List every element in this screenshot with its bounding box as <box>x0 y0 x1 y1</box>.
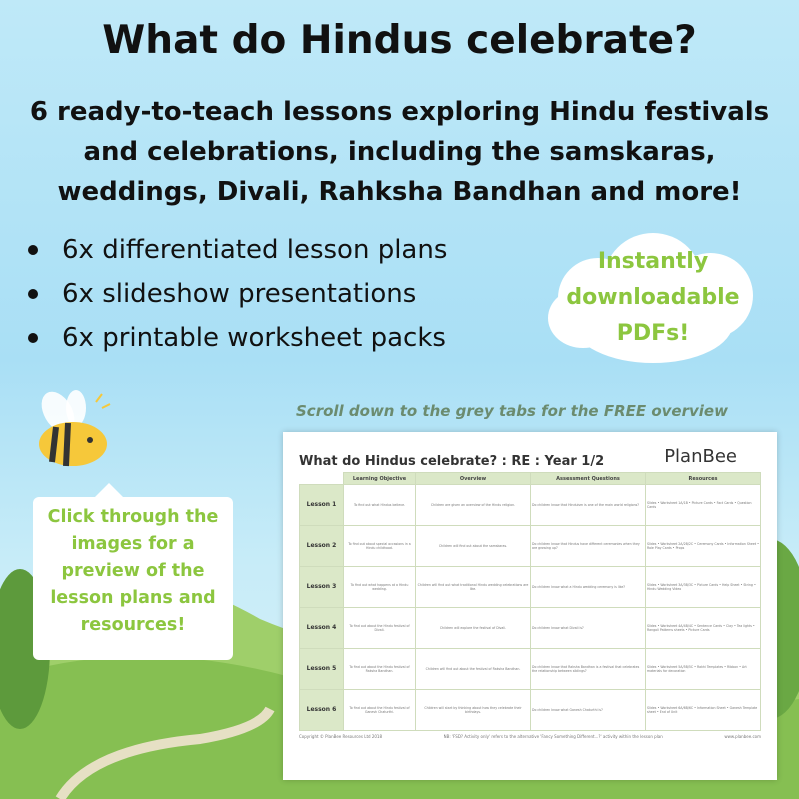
feature-list <box>28 228 447 360</box>
bullet-icon <box>28 289 38 299</box>
feature-label: 6x slideshow presentations <box>62 279 417 309</box>
subtitle-line: weddings, Divali, Rahksha Bandhan and more! <box>57 177 742 207</box>
cell-lesson: Lesson 2 <box>300 526 344 567</box>
cell-resources: Slides • Worksheet 5A/5B/5C • Rakhi Templates • Ribbon • Art materials for decoration <box>646 649 761 690</box>
column-header: Resources <box>646 473 761 485</box>
overview-table <box>299 472 761 731</box>
cell-lesson: Lesson 1 <box>300 485 344 526</box>
cell-objective: To find out about the Hindu festival of Ganesh Chaturthi. <box>344 690 416 731</box>
subtitle-line: and celebrations, including the samskaras, <box>83 137 716 167</box>
cell-overview: Children will find out about the samskaras. <box>416 526 531 567</box>
cell-overview: Children will find out about the festival of Raksha Bandhan. <box>416 649 531 690</box>
bee-mascot-icon <box>28 382 118 472</box>
cell-overview: Children are given an overview of the Hindu religion. <box>416 485 531 526</box>
feature-item <box>28 316 447 360</box>
cell-assessment: Do children know that Hinduism is one of the main world religions? <box>531 485 646 526</box>
cell-objective: To find out about the Hindu festival of Divali. <box>344 608 416 649</box>
scroll-note: Scroll down to the grey tabs for the FREE overview <box>296 402 728 420</box>
table-row <box>300 526 761 567</box>
doc-footer <box>299 734 761 739</box>
preview-callout <box>33 497 233 660</box>
column-header: Overview <box>416 473 531 485</box>
cell-lesson: Lesson 4 <box>300 608 344 649</box>
table-row <box>300 649 761 690</box>
feature-item <box>28 228 447 272</box>
bullet-icon <box>28 333 38 343</box>
callout-text: preview of the <box>61 561 205 581</box>
cell-overview: Children will find out what traditional Hindu wedding celebrations are like. <box>416 567 531 608</box>
column-header <box>300 473 344 485</box>
lesson-overview-preview[interactable] <box>283 432 777 780</box>
table-row <box>300 608 761 649</box>
table-row <box>300 567 761 608</box>
feature-label: 6x printable worksheet packs <box>62 323 446 353</box>
cell-resources: Slides • Worksheet 2A/2B/2C • Ceremony Cards • Information Sheet • Role Play Cards • Props <box>646 526 761 567</box>
cell-resources: Slides • Worksheet 3A/3B/3C • Picture Cards • Help Sheet • String • Hindu Wedding Video <box>646 567 761 608</box>
callout-text: resources! <box>80 615 186 635</box>
cell-lesson: Lesson 3 <box>300 567 344 608</box>
cell-resources: Slides • Worksheet 1A/1B • Picture Cards • Fact Cards • Question Cards <box>646 485 761 526</box>
cloud-text: PDFs! <box>616 321 690 346</box>
callout-text: Click through the <box>47 507 219 527</box>
planbee-logo: PlanBee <box>664 446 737 467</box>
callout-text: images for a <box>71 534 195 554</box>
feature-label: 6x differentiated lesson plans <box>62 235 448 265</box>
page-title: What do Hindus celebrate? <box>102 18 697 63</box>
cell-assessment: Do children know that Raksha Bandhan is a festival that celebrates the relationship between siblings? <box>531 649 646 690</box>
cell-assessment: Do children know that Hindus have different ceremonies when they are growing up? <box>531 526 646 567</box>
cell-lesson: Lesson 6 <box>300 690 344 731</box>
doc-title: What do Hindus celebrate? : RE : Year 1/2 <box>299 454 605 469</box>
cell-overview: Children will start by thinking about how they celebrate their birthdays. <box>416 690 531 731</box>
table-row <box>300 485 761 526</box>
pdf-cloud-badge <box>548 228 758 363</box>
subtitle <box>0 92 799 212</box>
copyright: Copyright © PlanBee Resources Ltd 2018 <box>299 734 383 739</box>
column-header: Assessment Questions <box>531 473 646 485</box>
cell-objective: To find out about the Hindu festival of Raksha Bandhan. <box>344 649 416 690</box>
cloud-text: downloadable <box>566 285 740 310</box>
footnote: NB: 'FSD? Activity only' refers to the alternative 'Fancy Something Different...?' activity within the lesson plan <box>443 734 663 739</box>
cell-resources: Slides • Worksheet 4A/4B/4C • Sentence Cards • Clay • Tea lights • Rangoli Patterns sheets • Picture Cards <box>646 608 761 649</box>
cell-lesson: Lesson 5 <box>300 649 344 690</box>
cell-overview: Children will explore the festival of Divali. <box>416 608 531 649</box>
cell-assessment: Do children know what Ganesh Chaturthi is? <box>531 690 646 731</box>
callout-text: lesson plans and <box>50 588 216 608</box>
column-header: Learning Objective <box>344 473 416 485</box>
cell-objective: To find out what happens at a Hindu wedding. <box>344 567 416 608</box>
cell-objective: To find out what Hindus believe. <box>344 485 416 526</box>
cell-objective: To find out about special occasions in a Hindu childhood. <box>344 526 416 567</box>
table-row <box>300 690 761 731</box>
subtitle-line: 6 ready-to-teach lessons exploring Hindu festivals <box>29 97 770 127</box>
cloud-text: Instantly <box>597 249 709 274</box>
cell-assessment: Do children know what Divali is? <box>531 608 646 649</box>
feature-item <box>28 272 447 316</box>
cell-resources: Slides • Worksheet 6A/6B/6C • Information Sheet • Ganesh Template sheet • End of Unit <box>646 690 761 731</box>
website: www.planbee.com <box>724 734 761 739</box>
bullet-icon <box>28 245 38 255</box>
cell-assessment: Do children know what a Hindu wedding ceremony is like? <box>531 567 646 608</box>
